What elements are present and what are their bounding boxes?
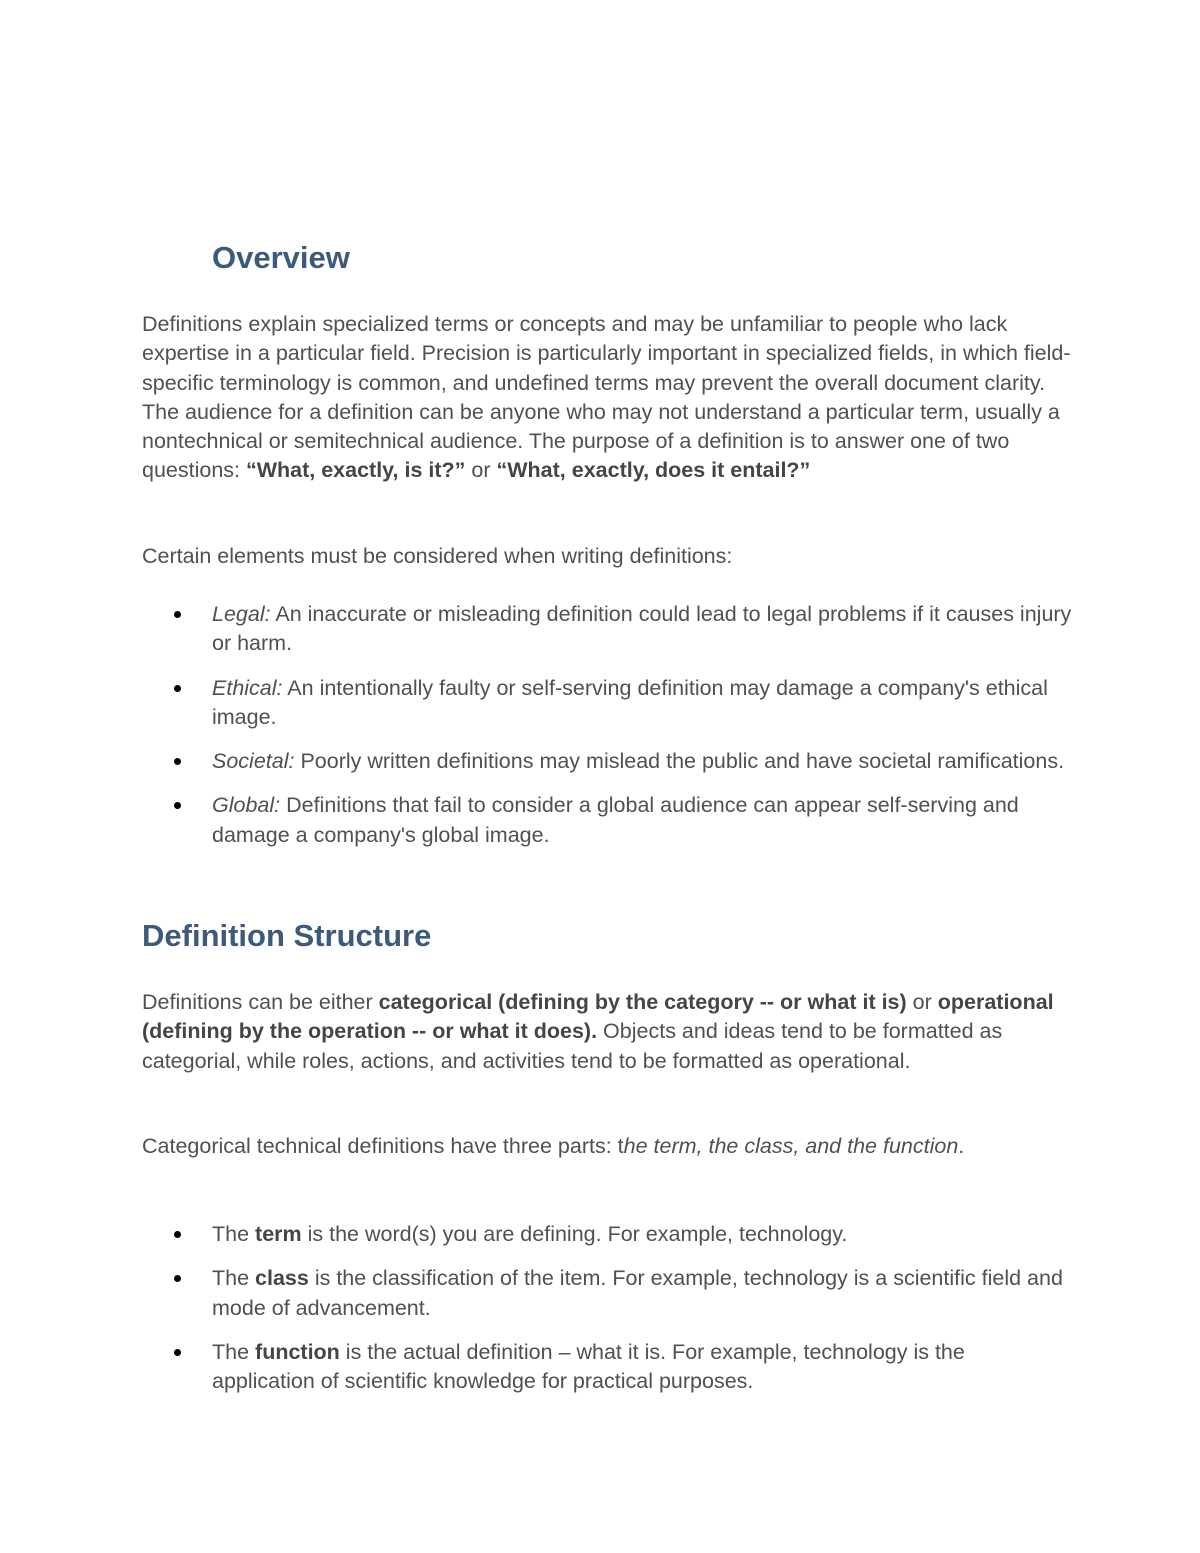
list-item xyxy=(212,674,1072,733)
overview-paragraph-text: Definitions explain specialized terms or concepts and may be unfamiliar to people who lack expertise in a particular field. Precision is particularly important in specialized fields, in which field-specific terminology is common, and undefined terms may prevent the overall document clarity. The audience for a definition can be anyone who may not understand a particular term, usually a nontechnical or semitechnical audience. The purpose of a definition is to answer one of two questions: xyxy=(142,312,1071,483)
parts-intro xyxy=(142,1132,1072,1161)
parts-intro-end: . xyxy=(958,1134,965,1158)
part-name: function xyxy=(255,1339,340,1364)
part-prefix: The xyxy=(212,1266,256,1291)
categorical-term: categorical (defining by the category -- or what it is) xyxy=(378,990,907,1014)
element-text: Poorly written definitions may mislead the public and have societal ramifications. xyxy=(294,749,1065,774)
part-name: term xyxy=(255,1222,302,1246)
list-item xyxy=(212,1338,1072,1397)
element-text: An intentionally faulty or self-serving definition may damage a company's ethical image. xyxy=(212,675,1048,729)
bullet-icon xyxy=(174,685,181,692)
part-description: is the actual definition – what it is. For example, technology is the application of scientific knowledge for practical purposes. xyxy=(212,1339,965,1394)
list-item xyxy=(212,1220,1072,1249)
element-label: Global: xyxy=(212,793,281,818)
list-item xyxy=(212,791,1072,850)
overview-heading: Overview xyxy=(212,240,350,275)
element-label: Societal: xyxy=(212,749,295,774)
element-label: Ethical: xyxy=(212,675,283,700)
definition-structure-heading: Definition Structure xyxy=(142,918,432,953)
parts-intro-text: Categorical technical definitions have three parts: t xyxy=(142,1134,624,1158)
part-name: class xyxy=(255,1266,309,1291)
bullet-icon xyxy=(174,802,181,809)
element-label: Legal: xyxy=(212,602,271,626)
list-item xyxy=(212,747,1072,776)
part-description: is the word(s) you are defining. For example, technology. xyxy=(301,1222,848,1246)
bullet-icon xyxy=(174,1349,181,1356)
operational-term: operational (defining by the operation -- or what it does). xyxy=(142,990,1054,1044)
bullet-icon xyxy=(174,758,181,765)
list-item xyxy=(212,600,1072,659)
part-prefix: The xyxy=(212,1339,256,1364)
parts-intro-italic: he term, the class, and the function xyxy=(623,1134,959,1158)
parts-list xyxy=(212,1220,1072,1411)
element-text: An inaccurate or misleading definition could lead to legal problems if it causes injury or harm. xyxy=(212,602,1072,656)
structure-text-start: Definitions can be either xyxy=(142,990,379,1014)
question-connector: or xyxy=(465,458,497,483)
bullet-icon xyxy=(174,611,181,618)
overview-paragraph xyxy=(142,310,1072,486)
structure-paragraph xyxy=(142,988,1072,1076)
question-what-is-it: “What, exactly, is it?” xyxy=(245,458,466,483)
question-what-does-it-entail: “What, exactly, does it entail?” xyxy=(496,458,811,483)
bullet-icon xyxy=(174,1231,181,1238)
element-text: Definitions that fail to consider a global audience can appear self-serving and damage a company's global image. xyxy=(212,793,1019,847)
part-description: is the classification of the item. For example, technology is a scientific field and mode of advancement. xyxy=(212,1266,1063,1320)
list-item xyxy=(212,1264,1072,1323)
elements-list xyxy=(212,600,1072,865)
part-prefix: The xyxy=(212,1222,256,1246)
structure-text-end: Objects and ideas tend to be formatted as categorial, while roles, actions, and activities tend to be formatted as operational. xyxy=(142,1019,1003,1073)
bullet-icon xyxy=(174,1275,181,1282)
structure-connector: or xyxy=(906,990,938,1014)
elements-intro: Certain elements must be considered when writing definitions: xyxy=(142,544,733,568)
